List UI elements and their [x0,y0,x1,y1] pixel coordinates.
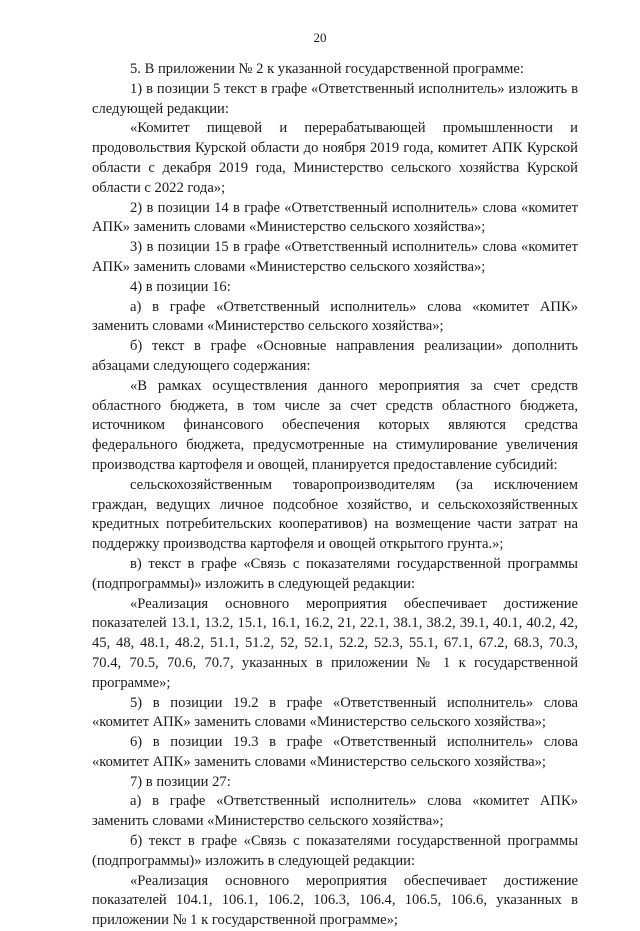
paragraph: а) в графе «Ответственный исполнитель» слова «комитет АПК» заменить словами «Министерство сельского хозяйства»; [92,298,578,335]
paragraph: б) текст в графе «Связь с показателями государственной программы (подпрограммы)» изложить в следующей редакции: [92,833,578,869]
paragraph: «Реализация основного мероприятия обеспечивает достижение показателей 104.1, 106.1, 106.2, 106.3, 106.4, 106.5, 106.6, указанных в приложении № 1 к государственной программе»; [92,872,578,929]
paragraph: б) текст в графе «Основные направления реализации» дополнить абзацами следующего содержания: [92,338,578,374]
paragraph: 1) в позиции 5 текст в графе «Ответственный исполнитель» изложить в следующей редакции: [92,80,578,117]
paragraph: «Комитет пищевой и перерабатывающей промышленности и продовольствия Курской области до ноября 2019 года, комитет АПК Курской области с декабря 2019 года, Министерство сельского хозяйства Курской области с 2022 года»; [92,120,578,196]
paragraph: 4) в позиции 16: [130,278,231,295]
paragraph: 3) в позиции 15 в графе «Ответственный исполнитель» слова «комитет АПК» заменить словами «Министерство сельского хозяйства»; [92,239,578,275]
paragraph: «В рамках осуществления данного мероприятия за счет средств областного бюджета, в том числе за счет средств областного бюджета, источником финансового обеспечения которых являются средства федерального бюджета, предусмотренные на стимулирование увеличения производства картофеля и овощей, планируется предоставление субсидий: [92,377,578,473]
paragraph: 6) в позиции 19.3 в графе «Ответственный исполнитель» слова «комитет АПК» заменить словами «Министерство сельского хозяйства»; [92,734,578,770]
paragraph: 5. В приложении № 2 к указанной государственной программе: [130,61,524,77]
page-number: 20 [313,30,327,45]
paragraph: 5) в позиции 19.2 в графе «Ответственный исполнитель» слова «комитет АПК» заменить словами «Министерство сельского хозяйства»; [92,694,578,731]
paragraph: сельскохозяйственным товаропроизводителям (за исключением граждан, ведущих личное подсобное хозяйство, и сельскохозяйственных кредитных потребительских кооперативов) на возмещение части затрат на поддержку производства картофеля и овощей открытого грунта.»; [92,476,578,553]
paragraph: 2) в позиции 14 в графе «Ответственный исполнитель» слова «комитет АПК» заменить словами «Министерство сельского хозяйства»; [92,199,578,236]
paragraph: 7) в позиции 27: [130,773,231,790]
paragraph: «Реализация основного мероприятия обеспечивает достижение показателей 13.1, 13.2, 15.1, 16.1, 16.2, 21, 22.1, 38.1, 38.2, 39.1, 40.1, 40.2, 42, 45, 48, 48.1, 48.2, 51.1, 51.2, 52, 52.1, 52.2, 52.3, 55.1, 67.1, 67.2, 68.3, 70.3, 70.4, 70.5, 70.6, 70.7, указанных в приложении № 1 к государственной программе»; [92,595,578,691]
paragraph: в) текст в графе «Связь с показателями государственной программы (подпрограммы)» изложить в следующей редакции: [92,555,578,592]
document-body [92,60,578,931]
paragraph: а) в графе «Ответственный исполнитель» слова «комитет АПК» заменить словами «Министерство сельского хозяйства»; [92,793,578,830]
